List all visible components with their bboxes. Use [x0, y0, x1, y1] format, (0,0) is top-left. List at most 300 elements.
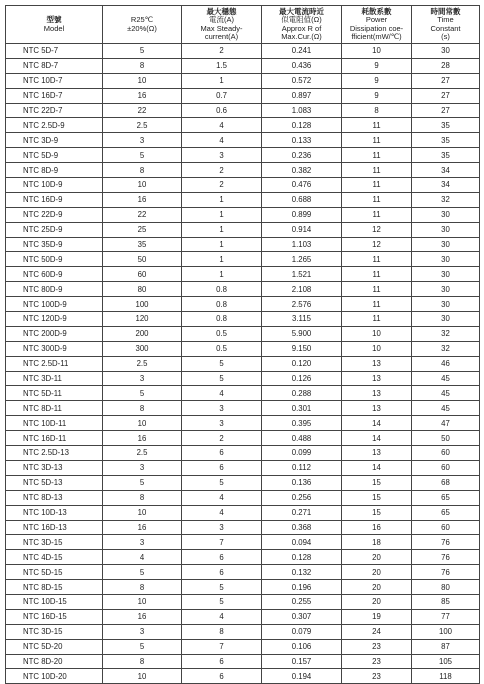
cell-time-constant: 76 — [412, 550, 480, 565]
table-row — [6, 401, 480, 416]
cell-approx-r: 0.897 — [262, 88, 342, 103]
cell-time-constant: 30 — [412, 312, 480, 327]
cell-approx-r: 0.194 — [262, 669, 342, 684]
cell-max-current: 6 — [182, 669, 262, 684]
header-max-current — [182, 6, 262, 44]
cell-model: NTC 8D-15 — [6, 580, 103, 595]
cell-model: NTC 35D-9 — [6, 237, 103, 252]
cell-model: NTC 2.5D-13 — [6, 446, 103, 461]
table-row — [6, 356, 480, 371]
cell-resistance: 8 — [103, 654, 182, 669]
cell-model: NTC 10D-15 — [6, 594, 103, 609]
cell-time-constant: 34 — [412, 178, 480, 193]
cell-model: NTC 3D-15 — [6, 535, 103, 550]
cell-approx-r: 1.265 — [262, 252, 342, 267]
header-approx-r-line1: 似電阻值(Ω) — [281, 15, 322, 24]
cell-model: NTC 60D-9 — [6, 267, 103, 282]
cell-resistance: 5 — [103, 475, 182, 490]
cell-max-current: 4 — [182, 133, 262, 148]
table-row — [6, 341, 480, 356]
table-row — [6, 178, 480, 193]
header-dissipation — [342, 6, 412, 44]
table-row — [6, 267, 480, 282]
cell-time-constant: 30 — [412, 237, 480, 252]
cell-max-current: 1 — [182, 192, 262, 207]
cell-resistance: 100 — [103, 297, 182, 312]
cell-dissipation: 13 — [342, 401, 412, 416]
cell-max-current: 0.8 — [182, 282, 262, 297]
table-row — [6, 565, 480, 580]
cell-resistance: 300 — [103, 341, 182, 356]
cell-max-current: 0.8 — [182, 297, 262, 312]
cell-approx-r: 0.688 — [262, 192, 342, 207]
cell-model: NTC 50D-9 — [6, 252, 103, 267]
cell-time-constant: 30 — [412, 44, 480, 59]
cell-resistance: 3 — [103, 535, 182, 550]
cell-time-constant: 27 — [412, 73, 480, 88]
cell-dissipation: 23 — [342, 639, 412, 654]
cell-max-current: 6 — [182, 446, 262, 461]
cell-time-constant: 105 — [412, 654, 480, 669]
cell-max-current: 1 — [182, 207, 262, 222]
spec-sheet — [5, 5, 480, 684]
cell-time-constant: 47 — [412, 416, 480, 431]
cell-model: NTC 2.5D-11 — [6, 356, 103, 371]
cell-dissipation: 11 — [342, 312, 412, 327]
cell-time-constant: 30 — [412, 297, 480, 312]
table-row — [6, 639, 480, 654]
cell-dissipation: 11 — [342, 178, 412, 193]
table-row — [6, 297, 480, 312]
cell-dissipation: 13 — [342, 371, 412, 386]
cell-max-current: 5 — [182, 356, 262, 371]
header-approx-r — [262, 6, 342, 44]
cell-dissipation: 14 — [342, 460, 412, 475]
cell-max-current: 5 — [182, 594, 262, 609]
cell-max-current: 8 — [182, 624, 262, 639]
table-row — [6, 207, 480, 222]
cell-max-current: 3 — [182, 148, 262, 163]
cell-dissipation: 20 — [342, 580, 412, 595]
cell-dissipation: 19 — [342, 609, 412, 624]
cell-time-constant: 50 — [412, 431, 480, 446]
cell-approx-r: 0.288 — [262, 386, 342, 401]
cell-resistance: 8 — [103, 58, 182, 73]
cell-dissipation: 11 — [342, 297, 412, 312]
cell-dissipation: 14 — [342, 431, 412, 446]
cell-resistance: 2.5 — [103, 446, 182, 461]
cell-dissipation: 16 — [342, 520, 412, 535]
cell-approx-r: 0.899 — [262, 207, 342, 222]
cell-approx-r: 0.128 — [262, 118, 342, 133]
cell-dissipation: 11 — [342, 163, 412, 178]
cell-max-current: 1.5 — [182, 58, 262, 73]
cell-resistance: 10 — [103, 416, 182, 431]
cell-resistance: 5 — [103, 565, 182, 580]
cell-dissipation: 13 — [342, 386, 412, 401]
cell-resistance: 10 — [103, 73, 182, 88]
cell-time-constant: 45 — [412, 371, 480, 386]
cell-resistance: 2.5 — [103, 356, 182, 371]
cell-model: NTC 3D-13 — [6, 460, 103, 475]
cell-resistance: 3 — [103, 371, 182, 386]
table-body — [6, 44, 480, 684]
cell-dissipation: 20 — [342, 550, 412, 565]
cell-resistance: 2.5 — [103, 118, 182, 133]
cell-approx-r: 0.368 — [262, 520, 342, 535]
cell-max-current: 5 — [182, 371, 262, 386]
cell-dissipation: 20 — [342, 594, 412, 609]
table-row — [6, 133, 480, 148]
cell-max-current: 6 — [182, 460, 262, 475]
cell-time-constant: 80 — [412, 580, 480, 595]
cell-model: NTC 5D-11 — [6, 386, 103, 401]
cell-time-constant: 35 — [412, 148, 480, 163]
cell-dissipation: 23 — [342, 669, 412, 684]
cell-approx-r: 0.572 — [262, 73, 342, 88]
cell-max-current: 1 — [182, 73, 262, 88]
cell-model: NTC 16D-15 — [6, 609, 103, 624]
cell-resistance: 10 — [103, 505, 182, 520]
cell-model: NTC 10D-11 — [6, 416, 103, 431]
cell-resistance: 16 — [103, 609, 182, 624]
cell-max-current: 5 — [182, 475, 262, 490]
cell-resistance: 8 — [103, 580, 182, 595]
cell-time-constant: 27 — [412, 103, 480, 118]
table-row — [6, 282, 480, 297]
cell-resistance: 22 — [103, 103, 182, 118]
cell-max-current: 2 — [182, 431, 262, 446]
cell-resistance: 4 — [103, 550, 182, 565]
header-model — [6, 6, 103, 44]
cell-approx-r: 1.521 — [262, 267, 342, 282]
header-row — [6, 6, 480, 44]
cell-time-constant: 28 — [412, 58, 480, 73]
table-row — [6, 431, 480, 446]
cell-approx-r: 0.301 — [262, 401, 342, 416]
cell-time-constant: 87 — [412, 639, 480, 654]
cell-resistance: 60 — [103, 267, 182, 282]
cell-model: NTC 10D-13 — [6, 505, 103, 520]
cell-time-constant: 30 — [412, 222, 480, 237]
table-row — [6, 252, 480, 267]
cell-max-current: 7 — [182, 639, 262, 654]
cell-dissipation: 20 — [342, 565, 412, 580]
cell-max-current: 4 — [182, 609, 262, 624]
cell-approx-r: 0.106 — [262, 639, 342, 654]
cell-resistance: 16 — [103, 192, 182, 207]
cell-dissipation: 8 — [342, 103, 412, 118]
table-row — [6, 416, 480, 431]
table-row — [6, 386, 480, 401]
header-max-current-line3: current(A) — [204, 32, 239, 41]
cell-approx-r: 0.395 — [262, 416, 342, 431]
table-row — [6, 118, 480, 133]
table-row — [6, 237, 480, 252]
cell-max-current: 1 — [182, 252, 262, 267]
cell-time-constant: 60 — [412, 460, 480, 475]
cell-resistance: 16 — [103, 431, 182, 446]
cell-resistance: 50 — [103, 252, 182, 267]
cell-dissipation: 9 — [342, 88, 412, 103]
cell-approx-r: 0.136 — [262, 475, 342, 490]
header-resistance-tolerance: ±20%(Ω) — [127, 23, 157, 33]
cell-time-constant: 34 — [412, 163, 480, 178]
table-row — [6, 192, 480, 207]
cell-model: NTC 100D-9 — [6, 297, 103, 312]
table-row — [6, 505, 480, 520]
cell-resistance: 8 — [103, 163, 182, 178]
header-model-zh: 型號 — [46, 15, 62, 24]
cell-max-current: 1 — [182, 237, 262, 252]
cell-max-current: 6 — [182, 565, 262, 580]
cell-approx-r: 0.132 — [262, 565, 342, 580]
header-max-current-zh: 最大穩態 — [206, 6, 237, 16]
cell-model: NTC 25D-9 — [6, 222, 103, 237]
header-time-constant — [412, 6, 480, 44]
cell-max-current: 5 — [182, 580, 262, 595]
cell-time-constant: 30 — [412, 252, 480, 267]
cell-time-constant: 35 — [412, 133, 480, 148]
cell-max-current: 0.5 — [182, 326, 262, 341]
cell-dissipation: 11 — [342, 252, 412, 267]
cell-time-constant: 76 — [412, 565, 480, 580]
cell-model: NTC 10D-20 — [6, 669, 103, 684]
cell-max-current: 1 — [182, 267, 262, 282]
table-row — [6, 624, 480, 639]
cell-max-current: 0.7 — [182, 88, 262, 103]
cell-approx-r: 0.307 — [262, 609, 342, 624]
cell-dissipation: 9 — [342, 73, 412, 88]
cell-max-current: 4 — [182, 505, 262, 520]
cell-dissipation: 11 — [342, 148, 412, 163]
table-row — [6, 475, 480, 490]
cell-max-current: 0.8 — [182, 312, 262, 327]
cell-time-constant: 85 — [412, 594, 480, 609]
cell-approx-r: 3.115 — [262, 312, 342, 327]
cell-approx-r: 2.576 — [262, 297, 342, 312]
cell-dissipation: 9 — [342, 58, 412, 73]
header-approx-r-zh: 最大電流時近 — [279, 6, 324, 16]
cell-approx-r: 0.099 — [262, 446, 342, 461]
cell-dissipation: 13 — [342, 356, 412, 371]
header-dissipation-line3: fficient(mW/℃) — [351, 32, 402, 41]
header-approx-r-line2: Approx R of — [281, 23, 322, 33]
cell-dissipation: 24 — [342, 624, 412, 639]
table-row — [6, 222, 480, 237]
cell-resistance: 3 — [103, 624, 182, 639]
cell-max-current: 6 — [182, 654, 262, 669]
cell-dissipation: 12 — [342, 222, 412, 237]
header-approx-r-line3: Max.Cur.(Ω) — [281, 32, 322, 41]
table-row — [6, 163, 480, 178]
cell-resistance: 35 — [103, 237, 182, 252]
cell-resistance: 5 — [103, 639, 182, 654]
ntc-spec-table — [5, 5, 480, 684]
cell-resistance: 80 — [103, 282, 182, 297]
cell-time-constant: 45 — [412, 386, 480, 401]
cell-dissipation: 11 — [342, 192, 412, 207]
cell-approx-r: 1.083 — [262, 103, 342, 118]
cell-model: NTC 120D-9 — [6, 312, 103, 327]
cell-time-constant: 32 — [412, 192, 480, 207]
cell-time-constant: 32 — [412, 341, 480, 356]
cell-resistance: 10 — [103, 669, 182, 684]
cell-time-constant: 68 — [412, 475, 480, 490]
cell-approx-r: 0.128 — [262, 550, 342, 565]
cell-model: NTC 80D-9 — [6, 282, 103, 297]
cell-approx-r: 0.476 — [262, 178, 342, 193]
cell-dissipation: 12 — [342, 237, 412, 252]
cell-time-constant: 46 — [412, 356, 480, 371]
cell-approx-r: 0.079 — [262, 624, 342, 639]
cell-model: NTC 22D-7 — [6, 103, 103, 118]
cell-model: NTC 2.5D-9 — [6, 118, 103, 133]
cell-dissipation: 15 — [342, 490, 412, 505]
cell-max-current: 0.5 — [182, 341, 262, 356]
cell-approx-r: 0.436 — [262, 58, 342, 73]
cell-time-constant: 60 — [412, 520, 480, 535]
cell-resistance: 10 — [103, 594, 182, 609]
table-row — [6, 669, 480, 684]
header-resistance — [103, 6, 182, 44]
cell-model: NTC 22D-9 — [6, 207, 103, 222]
cell-resistance: 200 — [103, 326, 182, 341]
cell-resistance: 22 — [103, 207, 182, 222]
cell-time-constant: 65 — [412, 505, 480, 520]
cell-time-constant: 60 — [412, 446, 480, 461]
cell-time-constant: 27 — [412, 88, 480, 103]
table-row — [6, 326, 480, 341]
cell-max-current: 2 — [182, 163, 262, 178]
cell-max-current: 6 — [182, 550, 262, 565]
cell-dissipation: 11 — [342, 118, 412, 133]
header-max-current-line1: 電流(A) — [209, 15, 234, 24]
table-row — [6, 609, 480, 624]
cell-approx-r: 0.255 — [262, 594, 342, 609]
cell-resistance: 8 — [103, 490, 182, 505]
cell-approx-r: 0.112 — [262, 460, 342, 475]
cell-model: NTC 8D-7 — [6, 58, 103, 73]
cell-approx-r: 0.914 — [262, 222, 342, 237]
table-row — [6, 446, 480, 461]
table-row — [6, 312, 480, 327]
table-row — [6, 103, 480, 118]
cell-resistance: 3 — [103, 460, 182, 475]
cell-dissipation: 23 — [342, 654, 412, 669]
cell-dissipation: 18 — [342, 535, 412, 550]
cell-resistance: 10 — [103, 178, 182, 193]
cell-max-current: 4 — [182, 118, 262, 133]
cell-max-current: 0.6 — [182, 103, 262, 118]
cell-model: NTC 300D-9 — [6, 341, 103, 356]
cell-dissipation: 11 — [342, 133, 412, 148]
cell-dissipation: 10 — [342, 44, 412, 59]
cell-approx-r: 0.196 — [262, 580, 342, 595]
cell-max-current: 3 — [182, 401, 262, 416]
cell-dissipation: 10 — [342, 341, 412, 356]
cell-dissipation: 11 — [342, 207, 412, 222]
cell-approx-r: 0.120 — [262, 356, 342, 371]
cell-time-constant: 77 — [412, 609, 480, 624]
table-row — [6, 148, 480, 163]
table-row — [6, 535, 480, 550]
cell-model: NTC 4D-15 — [6, 550, 103, 565]
cell-model: NTC 16D-13 — [6, 520, 103, 535]
cell-time-constant: 30 — [412, 267, 480, 282]
cell-time-constant: 35 — [412, 118, 480, 133]
cell-model: NTC 8D-9 — [6, 163, 103, 178]
table-row — [6, 550, 480, 565]
table-row — [6, 580, 480, 595]
cell-approx-r: 0.094 — [262, 535, 342, 550]
cell-resistance: 5 — [103, 44, 182, 59]
cell-time-constant: 45 — [412, 401, 480, 416]
table-row — [6, 58, 480, 73]
header-time-constant-zh: 時間常數 — [430, 6, 461, 16]
header-resistance-label: R25℃ — [130, 15, 154, 24]
cell-resistance: 8 — [103, 401, 182, 416]
table-row — [6, 490, 480, 505]
cell-dissipation: 14 — [342, 416, 412, 431]
cell-max-current: 1 — [182, 222, 262, 237]
header-time-constant-line3: (s) — [441, 32, 450, 41]
cell-model: NTC 5D-20 — [6, 639, 103, 654]
table-row — [6, 73, 480, 88]
cell-time-constant: 118 — [412, 669, 480, 684]
cell-model: NTC 8D-11 — [6, 401, 103, 416]
cell-dissipation: 15 — [342, 475, 412, 490]
header-dissipation-line2: Dissipation coe- — [349, 23, 404, 33]
header-dissipation-line1: Power — [365, 15, 388, 24]
cell-resistance: 16 — [103, 520, 182, 535]
cell-model: NTC 5D-15 — [6, 565, 103, 580]
cell-approx-r: 0.382 — [262, 163, 342, 178]
cell-max-current: 3 — [182, 416, 262, 431]
cell-max-current: 2 — [182, 44, 262, 59]
table-row — [6, 460, 480, 475]
cell-max-current: 2 — [182, 178, 262, 193]
cell-time-constant: 65 — [412, 490, 480, 505]
cell-dissipation: 15 — [342, 505, 412, 520]
cell-model: NTC 10D-7 — [6, 73, 103, 88]
cell-resistance: 120 — [103, 312, 182, 327]
cell-model: NTC 5D-9 — [6, 148, 103, 163]
header-max-current-line2: Max Steady- — [200, 23, 243, 33]
cell-model: NTC 10D-9 — [6, 178, 103, 193]
cell-approx-r: 0.241 — [262, 44, 342, 59]
cell-model: NTC 3D-9 — [6, 133, 103, 148]
cell-model: NTC 16D-11 — [6, 431, 103, 446]
cell-time-constant: 100 — [412, 624, 480, 639]
cell-max-current: 4 — [182, 490, 262, 505]
cell-max-current: 4 — [182, 386, 262, 401]
cell-dissipation: 11 — [342, 267, 412, 282]
cell-resistance: 25 — [103, 222, 182, 237]
cell-dissipation: 13 — [342, 446, 412, 461]
table-row — [6, 594, 480, 609]
cell-time-constant: 30 — [412, 207, 480, 222]
cell-time-constant: 30 — [412, 282, 480, 297]
cell-approx-r: 0.133 — [262, 133, 342, 148]
cell-approx-r: 5.900 — [262, 326, 342, 341]
header-model-en: Model — [43, 23, 65, 33]
cell-time-constant: 32 — [412, 326, 480, 341]
cell-model: NTC 3D-11 — [6, 371, 103, 386]
cell-resistance: 5 — [103, 386, 182, 401]
cell-model: NTC 8D-20 — [6, 654, 103, 669]
cell-approx-r: 0.256 — [262, 490, 342, 505]
